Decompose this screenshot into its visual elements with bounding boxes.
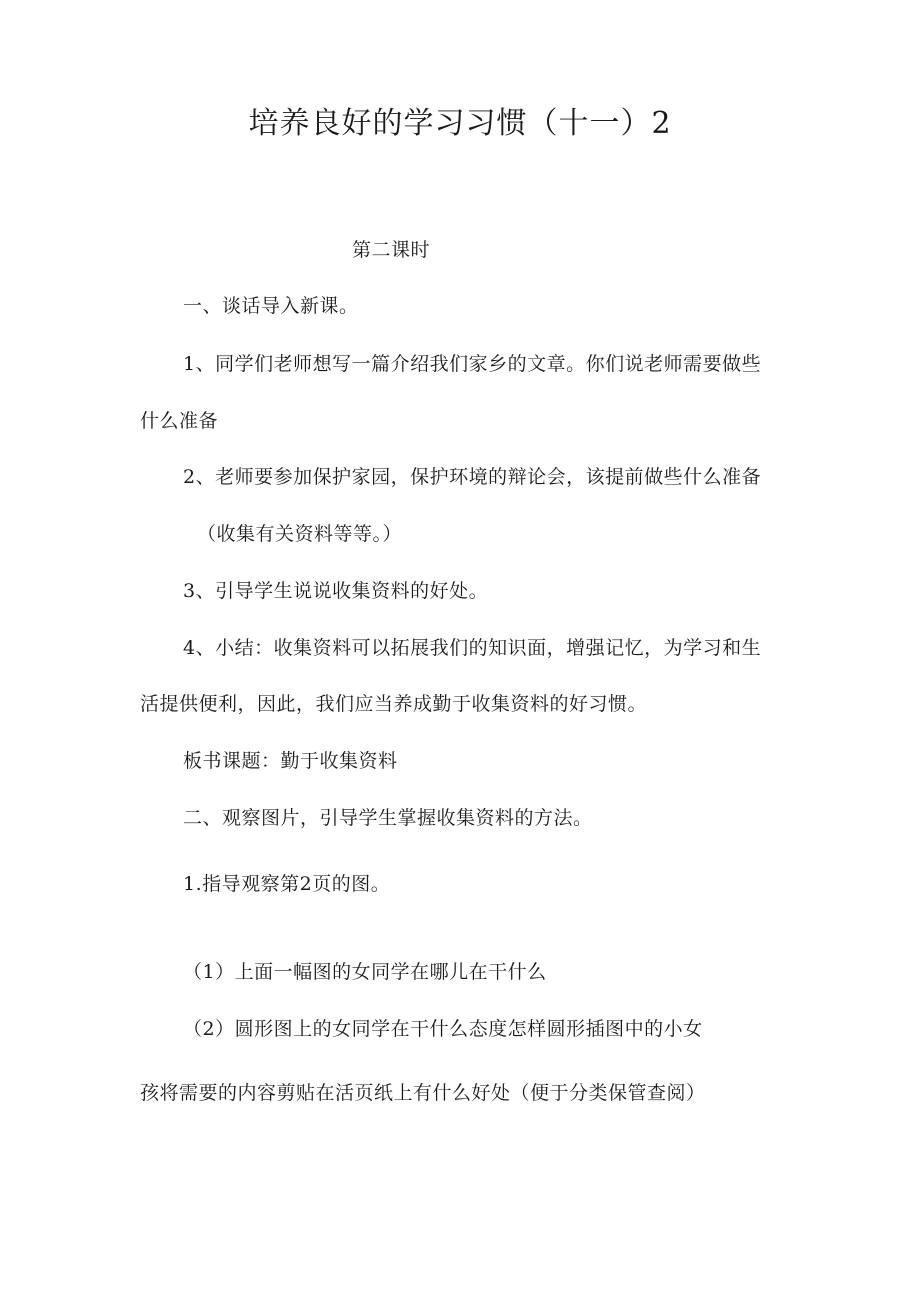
document-title: 培养良好的学习习惯（十一）2 xyxy=(248,106,672,141)
paragraph-line: （收集有关资料等等。） xyxy=(197,523,403,545)
board-title-line: 板书课题：勤于收集资料 xyxy=(183,750,398,772)
paragraph-line: 活提供便利，因此，我们应当养成勤于收集资料的好习惯。 xyxy=(140,693,648,715)
paragraph-line: （1）上面一幅图的女同学在哪儿在干什么 xyxy=(183,961,547,983)
paragraph-line: 3、引导学生说说收集资料的好处。 xyxy=(183,580,489,602)
paragraph-line: 4、小结：收集资料可以拓展我们的知识面，增强记忆，为学习和生 xyxy=(183,637,762,659)
section-heading-observe: 二、观察图片，引导学生掌握收集资料的方法。 xyxy=(183,807,593,829)
paragraph-line: 1.指导观察第2页的图。 xyxy=(183,873,391,895)
paragraph-line: 孩将需要的内容剪贴在活页纸上有什么好处（便于分类保管查阅） xyxy=(140,1082,706,1104)
paragraph-line: 1、同学们老师想写一篇介绍我们家乡的文章。你们说老师需要做些 xyxy=(183,353,762,375)
paragraph-line: 2、老师要参加保护家园，保护环境的辩论会，该提前做些什么准备 xyxy=(183,466,762,488)
section-heading-intro: 一、谈话导入新课。 xyxy=(183,295,359,317)
paragraph-line: 什么准备 xyxy=(140,410,219,432)
lesson-period: 第二课时 xyxy=(352,239,431,261)
paragraph-line: （2）圆形图上的女同学在干什么态度怎样圆形插图中的小女 xyxy=(183,1018,703,1040)
